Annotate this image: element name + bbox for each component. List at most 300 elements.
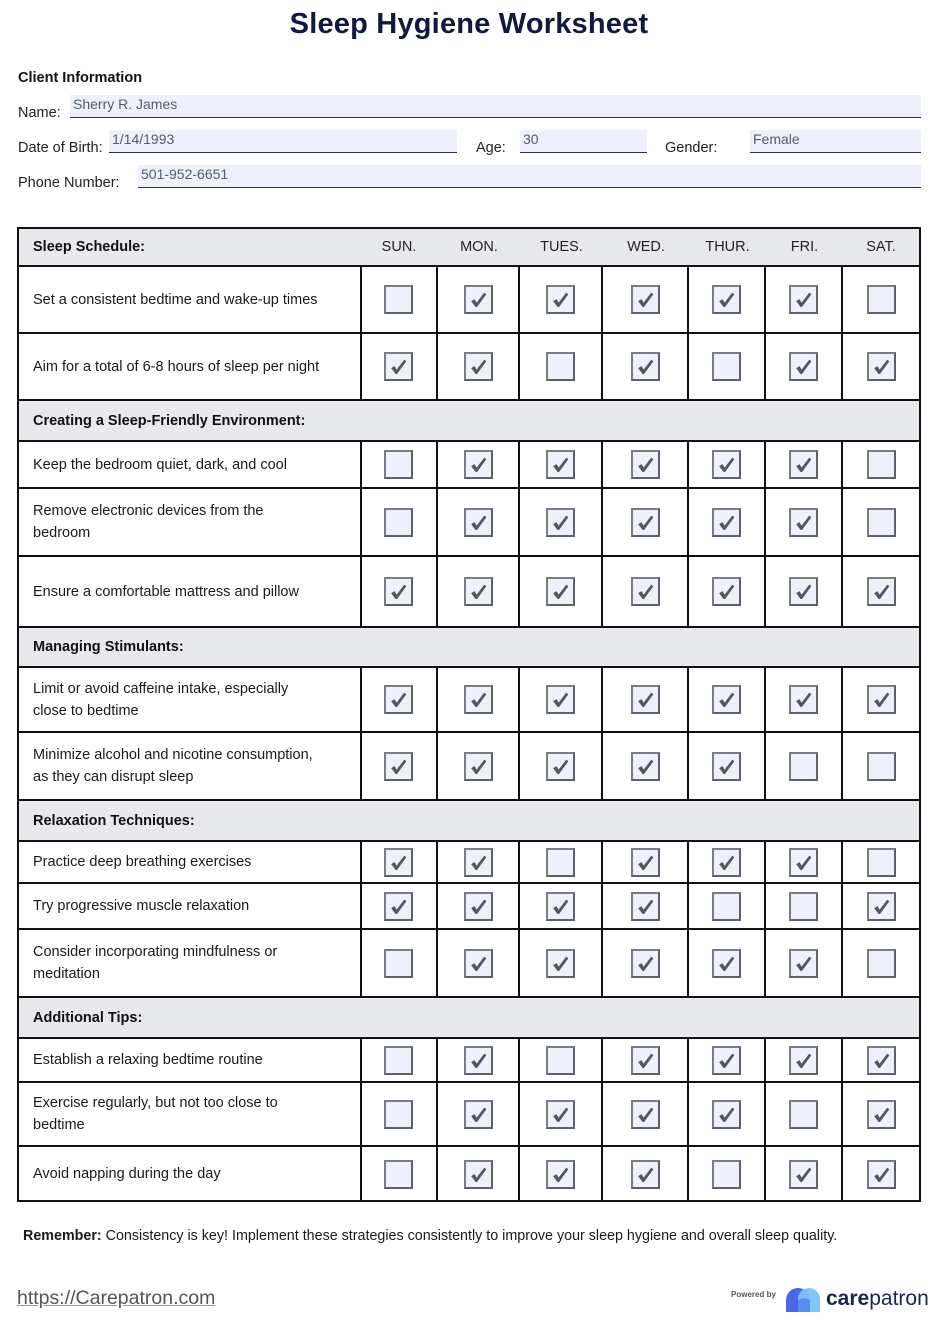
habit-label: Exercise regularly, but not too close to bedtime — [19, 1083, 362, 1145]
checkmark-icon — [793, 581, 814, 602]
day-cell — [766, 668, 843, 731]
checkbox-checked[interactable] — [631, 508, 660, 537]
day-header — [766, 229, 843, 265]
remember-note — [23, 1228, 837, 1244]
day-cell — [766, 1147, 843, 1201]
checkbox-checked[interactable] — [789, 949, 818, 978]
checkbox-unchecked[interactable] — [712, 892, 741, 921]
day-cell — [360, 842, 438, 882]
checkmark-icon — [635, 581, 656, 602]
checkbox-checked[interactable] — [631, 1100, 660, 1129]
checkbox-unchecked[interactable] — [546, 848, 575, 877]
checkbox-checked[interactable] — [546, 508, 575, 537]
day-cell — [843, 489, 919, 555]
checkmark-icon — [871, 1104, 892, 1125]
name-label: Name: — [18, 105, 61, 121]
checkmark-icon — [793, 356, 814, 377]
checkbox-checked[interactable] — [631, 685, 660, 714]
remember-text: Consistency is key! Implement these strategies consistently to improve your sleep hygiene and overall sleep quality. — [101, 1228, 838, 1244]
day-cell — [689, 1039, 766, 1081]
checkbox-checked[interactable] — [867, 1046, 896, 1075]
day-cell — [843, 334, 919, 399]
checkbox-checked[interactable] — [546, 450, 575, 479]
checkbox-checked[interactable] — [546, 752, 575, 781]
section-cell — [19, 628, 362, 666]
checkbox-checked[interactable] — [464, 752, 493, 781]
checkbox-checked[interactable] — [712, 949, 741, 978]
checkbox-checked[interactable] — [546, 949, 575, 978]
checkbox-checked[interactable] — [631, 848, 660, 877]
day-cell — [603, 1083, 689, 1145]
checkmark-icon — [793, 1164, 814, 1185]
checkmark-icon — [468, 1050, 489, 1071]
checkmark-icon — [550, 1104, 571, 1125]
header-section-cell — [19, 229, 362, 265]
checkmark-icon — [468, 356, 489, 377]
day-cell — [438, 334, 520, 399]
checkmark-icon — [468, 953, 489, 974]
checkmark-icon — [793, 454, 814, 475]
habit-label: Try progressive muscle relaxation — [19, 884, 362, 928]
checkmark-icon — [635, 289, 656, 310]
checkbox-unchecked[interactable] — [867, 285, 896, 314]
checkmark-icon — [388, 852, 409, 873]
day-cell — [360, 1083, 438, 1145]
checkbox-checked[interactable] — [789, 450, 818, 479]
section-title: Creating a Sleep-Friendly Environment: — [33, 412, 306, 429]
table-row — [19, 733, 919, 801]
checkmark-icon — [635, 852, 656, 873]
day-cell — [843, 442, 919, 487]
checkmark-icon — [871, 356, 892, 377]
checkmark-icon — [635, 896, 656, 917]
day-cell — [689, 1147, 766, 1201]
checkmark-icon — [793, 512, 814, 533]
checkbox-checked[interactable] — [631, 1160, 660, 1189]
day-cell — [603, 930, 689, 996]
checkbox-checked[interactable] — [789, 1046, 818, 1075]
checkmark-icon — [635, 1050, 656, 1071]
checkbox-checked[interactable] — [631, 949, 660, 978]
table-header-row — [19, 229, 919, 267]
checkbox-checked[interactable] — [464, 1046, 493, 1075]
checkbox-checked[interactable] — [631, 892, 660, 921]
dob-field[interactable]: 1/14/1993 — [109, 130, 457, 153]
day-cell — [766, 442, 843, 487]
checkmark-icon — [635, 512, 656, 533]
checkmark-icon — [635, 689, 656, 710]
checkmark-icon — [468, 454, 489, 475]
day-cell — [689, 884, 766, 928]
checkbox-checked[interactable] — [464, 1100, 493, 1129]
habit-label: Set a consistent bedtime and wake-up times — [19, 267, 362, 332]
checkmark-icon — [468, 512, 489, 533]
checkmark-icon — [871, 896, 892, 917]
checkmark-icon — [388, 896, 409, 917]
day-header — [360, 229, 438, 265]
checkmark-icon — [793, 689, 814, 710]
day-cell — [438, 557, 520, 626]
section-title: Managing Stimulants: — [33, 639, 184, 655]
checkbox-checked[interactable] — [712, 508, 741, 537]
day-cell — [438, 842, 520, 882]
day-cell — [766, 267, 843, 332]
checkmark-icon — [635, 1104, 656, 1125]
checkbox-checked[interactable] — [712, 848, 741, 877]
day-cell — [843, 557, 919, 626]
day-cell — [520, 884, 603, 928]
checkmark-icon — [468, 852, 489, 873]
day-cell — [520, 842, 603, 882]
habit-label: Remove electronic devices from the bedroom — [19, 489, 362, 555]
day-header-label: THUR. — [705, 239, 750, 255]
day-cell — [360, 930, 438, 996]
checkbox-checked[interactable] — [384, 752, 413, 781]
day-cell — [520, 334, 603, 399]
gender-label: Gender: — [665, 140, 718, 156]
checkbox-checked[interactable] — [631, 577, 660, 606]
day-cell — [520, 1083, 603, 1145]
checkbox-checked[interactable] — [464, 285, 493, 314]
day-header-label: TUES. — [540, 239, 583, 255]
checkbox-checked[interactable] — [712, 450, 741, 479]
checkmark-icon — [716, 1104, 737, 1125]
section-cell — [19, 801, 362, 840]
checkmark-icon — [716, 1050, 737, 1071]
checkmark-icon — [550, 953, 571, 974]
checkmark-icon — [716, 289, 737, 310]
checkmark-icon — [793, 1050, 814, 1071]
dob-label: Date of Birth: — [18, 140, 103, 156]
section-row — [19, 801, 919, 842]
day-cell — [603, 1147, 689, 1201]
day-cell — [360, 334, 438, 399]
checkbox-checked[interactable] — [789, 1160, 818, 1189]
habit-label: Aim for a total of 6-8 hours of sleep per night — [19, 334, 362, 399]
checkbox-checked[interactable] — [464, 949, 493, 978]
checkbox-checked[interactable] — [867, 577, 896, 606]
section-row — [19, 998, 919, 1039]
checkmark-icon — [468, 1164, 489, 1185]
table-row — [19, 557, 919, 628]
table-row — [19, 442, 919, 489]
day-cell — [843, 842, 919, 882]
checkbox-unchecked[interactable] — [789, 752, 818, 781]
day-cell — [603, 442, 689, 487]
day-cell — [360, 489, 438, 555]
day-cell — [766, 842, 843, 882]
habit-label: Establish a relaxing bedtime routine — [19, 1039, 362, 1081]
client-info-heading: Client Information — [18, 70, 143, 86]
section-row — [19, 401, 919, 442]
checkmark-icon — [871, 689, 892, 710]
checkbox-checked[interactable] — [712, 685, 741, 714]
section-title: Sleep Schedule: — [33, 239, 146, 255]
checkbox-checked[interactable] — [464, 685, 493, 714]
checkmark-icon — [716, 756, 737, 777]
day-cell — [689, 1083, 766, 1145]
carepatron-logo-icon — [784, 1286, 824, 1314]
checkbox-unchecked[interactable] — [546, 352, 575, 381]
day-cell — [603, 334, 689, 399]
checkbox-checked[interactable] — [631, 1046, 660, 1075]
carepatron-link[interactable]: https://Carepatron.com — [17, 1287, 216, 1309]
checkmark-icon — [550, 289, 571, 310]
day-cell — [360, 668, 438, 731]
day-cell — [689, 930, 766, 996]
checkmark-icon — [388, 356, 409, 377]
checkbox-checked[interactable] — [464, 352, 493, 381]
checkmark-icon — [871, 1050, 892, 1071]
checkbox-unchecked[interactable] — [384, 1046, 413, 1075]
day-cell — [689, 668, 766, 731]
day-cell — [360, 267, 438, 332]
checkbox-unchecked[interactable] — [384, 285, 413, 314]
day-cell — [603, 557, 689, 626]
checkmark-icon — [716, 512, 737, 533]
checkbox-unchecked[interactable] — [867, 848, 896, 877]
checkmark-icon — [550, 689, 571, 710]
day-header — [520, 229, 603, 265]
checkbox-checked[interactable] — [384, 892, 413, 921]
checkbox-checked[interactable] — [789, 848, 818, 877]
checkmark-icon — [388, 756, 409, 777]
checkbox-unchecked[interactable] — [789, 892, 818, 921]
checkbox-checked[interactable] — [384, 848, 413, 877]
day-cell — [843, 733, 919, 799]
day-cell — [438, 930, 520, 996]
day-header-label: SAT. — [866, 239, 896, 255]
checkbox-checked[interactable] — [867, 352, 896, 381]
carepatron-brand — [826, 1287, 929, 1311]
day-header-label: SUN. — [381, 239, 417, 255]
table-row — [19, 930, 919, 998]
day-cell — [766, 557, 843, 626]
day-cell — [360, 442, 438, 487]
checkmark-icon — [635, 454, 656, 475]
checkbox-checked[interactable] — [867, 685, 896, 714]
brand-rest: patron — [869, 1287, 929, 1310]
day-cell — [603, 668, 689, 731]
checkbox-checked[interactable] — [546, 685, 575, 714]
checkbox-unchecked[interactable] — [789, 1100, 818, 1129]
checkbox-checked[interactable] — [546, 1160, 575, 1189]
table-row — [19, 267, 919, 334]
day-header — [689, 229, 766, 265]
habit-label: Ensure a comfortable mattress and pillow — [19, 557, 362, 626]
day-cell — [689, 557, 766, 626]
day-cell — [438, 489, 520, 555]
checkmark-icon — [635, 953, 656, 974]
checkmark-icon — [468, 756, 489, 777]
section-row — [19, 628, 919, 668]
day-header-label: WED. — [627, 239, 665, 255]
checkbox-checked[interactable] — [464, 848, 493, 877]
checkbox-checked[interactable] — [789, 352, 818, 381]
checkbox-checked[interactable] — [631, 450, 660, 479]
checkbox-checked[interactable] — [464, 892, 493, 921]
checkmark-icon — [716, 454, 737, 475]
checkmark-icon — [635, 356, 656, 377]
day-cell — [603, 842, 689, 882]
checkmark-icon — [468, 896, 489, 917]
day-cell — [438, 1039, 520, 1081]
checkbox-checked[interactable] — [789, 285, 818, 314]
section-cell — [19, 401, 362, 440]
checkbox-checked[interactable] — [712, 752, 741, 781]
day-cell — [843, 1083, 919, 1145]
checkbox-checked[interactable] — [867, 1160, 896, 1189]
day-header-label: FRI. — [790, 239, 819, 255]
day-cell — [520, 489, 603, 555]
day-cell — [603, 1039, 689, 1081]
checkbox-checked[interactable] — [464, 450, 493, 479]
day-cell — [360, 733, 438, 799]
checkbox-checked[interactable] — [712, 577, 741, 606]
day-cell — [766, 930, 843, 996]
day-cell — [438, 442, 520, 487]
checkmark-icon — [388, 581, 409, 602]
checkbox-checked[interactable] — [789, 508, 818, 537]
checkmark-icon — [716, 852, 737, 873]
day-cell — [438, 733, 520, 799]
checkbox-unchecked[interactable] — [867, 450, 896, 479]
checkbox-unchecked[interactable] — [384, 508, 413, 537]
page-title: Sleep Hygiene Worksheet — [289, 8, 649, 40]
day-cell — [843, 668, 919, 731]
day-cell — [520, 930, 603, 996]
checkbox-checked[interactable] — [384, 577, 413, 606]
day-header — [438, 229, 520, 265]
checkbox-unchecked[interactable] — [867, 949, 896, 978]
checkmark-icon — [468, 289, 489, 310]
checkbox-unchecked[interactable] — [712, 1160, 741, 1189]
checkmark-icon — [550, 1164, 571, 1185]
checkmark-icon — [793, 852, 814, 873]
day-cell — [520, 1039, 603, 1081]
checkmark-icon — [871, 1164, 892, 1185]
checkbox-checked[interactable] — [384, 685, 413, 714]
checkmark-icon — [635, 756, 656, 777]
habit-label: Avoid napping during the day — [19, 1147, 362, 1201]
day-cell — [360, 1147, 438, 1201]
checkbox-checked[interactable] — [631, 752, 660, 781]
table-row — [19, 884, 919, 930]
day-cell — [520, 733, 603, 799]
checkbox-checked[interactable] — [464, 508, 493, 537]
day-cell — [438, 1083, 520, 1145]
checkbox-checked[interactable] — [867, 892, 896, 921]
checkbox-checked[interactable] — [712, 285, 741, 314]
day-cell — [520, 557, 603, 626]
day-cell — [689, 842, 766, 882]
habit-label: Limit or avoid caffeine intake, especially close to bedtime — [19, 668, 362, 731]
day-cell — [843, 930, 919, 996]
checkbox-unchecked[interactable] — [712, 352, 741, 381]
section-title: Additional Tips: — [33, 1009, 143, 1026]
checkmark-icon — [468, 689, 489, 710]
day-cell — [438, 884, 520, 928]
checkbox-unchecked[interactable] — [546, 1046, 575, 1075]
checkmark-icon — [550, 454, 571, 475]
powered-by-text: Powered by — [731, 1290, 776, 1299]
checkbox-checked[interactable] — [546, 1100, 575, 1129]
checkbox-checked[interactable] — [464, 577, 493, 606]
checkmark-icon — [635, 1164, 656, 1185]
checkbox-checked[interactable] — [789, 685, 818, 714]
day-cell — [603, 884, 689, 928]
phone-field[interactable]: 501-952-6651 — [138, 165, 921, 188]
checkbox-unchecked[interactable] — [384, 1160, 413, 1189]
checkbox-checked[interactable] — [546, 285, 575, 314]
checkmark-icon — [871, 581, 892, 602]
checkbox-unchecked[interactable] — [384, 450, 413, 479]
checkmark-icon — [793, 289, 814, 310]
checkbox-checked[interactable] — [712, 1046, 741, 1075]
checkmark-icon — [716, 689, 737, 710]
checkbox-unchecked[interactable] — [867, 752, 896, 781]
day-cell — [689, 334, 766, 399]
worksheet-table — [17, 227, 921, 1202]
day-cell — [603, 267, 689, 332]
age-label: Age: — [476, 140, 506, 156]
table-row — [19, 1039, 919, 1083]
checkbox-checked[interactable] — [384, 352, 413, 381]
age-field[interactable]: 30 — [520, 130, 647, 153]
checkbox-checked[interactable] — [631, 352, 660, 381]
checkbox-checked[interactable] — [867, 1100, 896, 1129]
table-row — [19, 1083, 919, 1147]
section-cell — [19, 998, 362, 1037]
day-header — [603, 229, 689, 265]
day-cell — [689, 267, 766, 332]
checkbox-checked[interactable] — [464, 1160, 493, 1189]
habit-label: Keep the bedroom quiet, dark, and cool — [19, 442, 362, 487]
checkbox-checked[interactable] — [631, 285, 660, 314]
name-field[interactable]: Sherry R. James — [70, 95, 921, 118]
habit-label: Minimize alcohol and nicotine consumption, as they can disrupt sleep — [19, 733, 362, 799]
checkmark-icon — [716, 953, 737, 974]
checkmark-icon — [550, 896, 571, 917]
checkbox-checked[interactable] — [546, 577, 575, 606]
checkbox-unchecked[interactable] — [384, 1100, 413, 1129]
day-cell — [766, 489, 843, 555]
day-cell — [360, 557, 438, 626]
table-row — [19, 842, 919, 884]
day-cell — [689, 733, 766, 799]
day-cell — [603, 489, 689, 555]
checkbox-checked[interactable] — [546, 892, 575, 921]
checkbox-checked[interactable] — [712, 1100, 741, 1129]
day-cell — [843, 267, 919, 332]
table-row — [19, 489, 919, 557]
checkmark-icon — [550, 512, 571, 533]
day-header-label: MON. — [460, 239, 498, 255]
checkbox-unchecked[interactable] — [384, 949, 413, 978]
phone-label: Phone Number: — [18, 175, 120, 191]
gender-field[interactable]: Female — [750, 130, 921, 153]
checkbox-unchecked[interactable] — [867, 508, 896, 537]
day-cell — [843, 884, 919, 928]
checkmark-icon — [468, 1104, 489, 1125]
day-cell — [438, 1147, 520, 1201]
table-row — [19, 334, 919, 401]
day-cell — [766, 884, 843, 928]
checkbox-checked[interactable] — [789, 577, 818, 606]
day-cell — [766, 1083, 843, 1145]
day-cell — [603, 733, 689, 799]
habit-label: Practice deep breathing exercises — [19, 842, 362, 882]
